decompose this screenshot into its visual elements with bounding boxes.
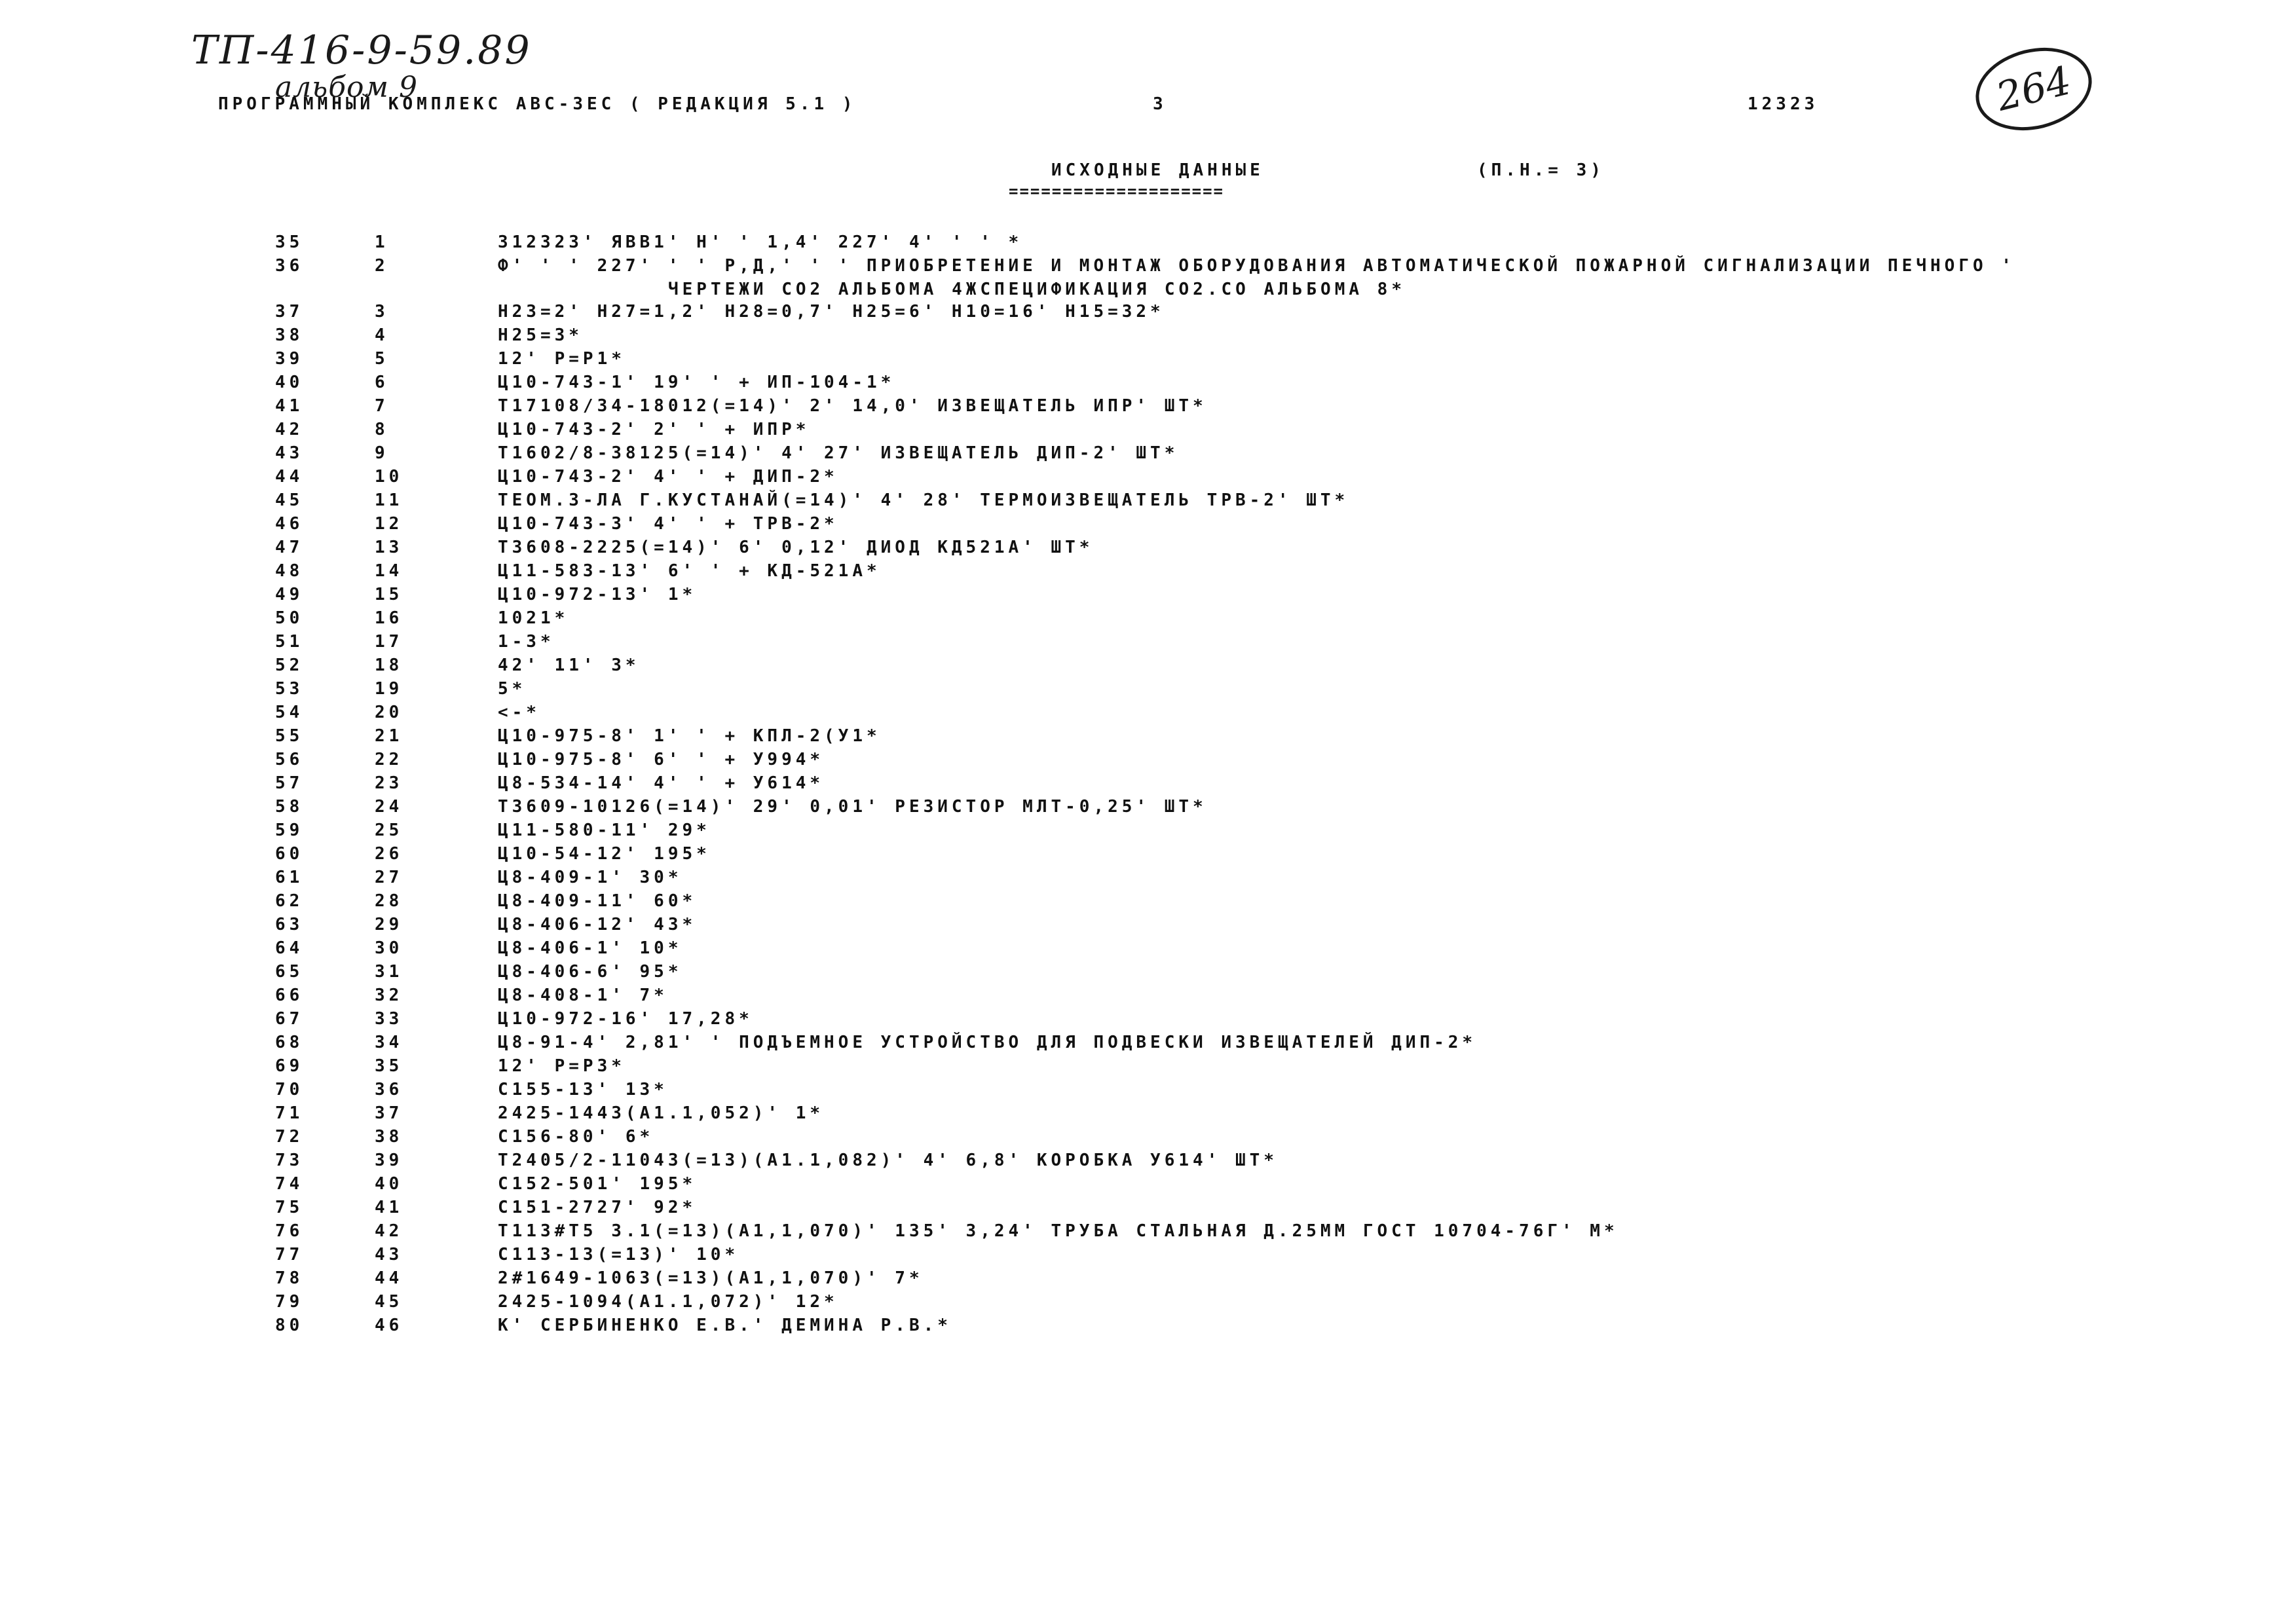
record-index: 11 — [375, 490, 403, 510]
listing-row — [0, 371, 2282, 395]
listing-row — [0, 1102, 2282, 1126]
line-number: 76 — [275, 1221, 304, 1241]
record-text: Т1602/8-38125(=14)' 4' 27' ИЗВЕЩАТЕЛЬ ДИП-2' ШТ* — [498, 443, 1179, 463]
record-text: Ц10-972-16' 17,28* — [498, 1009, 753, 1029]
line-number: 43 — [275, 443, 304, 463]
line-number: 57 — [275, 773, 304, 793]
record-text: Ц8-406-12' 43* — [498, 915, 697, 934]
record-text: Т3608-2225(=14)' 6' 0,12' ДИОД КД521А' ШТ* — [498, 538, 1094, 557]
record-index: 46 — [375, 1316, 403, 1335]
line-number: 60 — [275, 844, 304, 864]
job-code: 12323 — [1748, 94, 1819, 114]
record-index: 34 — [375, 1033, 403, 1052]
record-text: Ц10-743-2' 4' ' + ДИП-2* — [498, 467, 838, 487]
record-index: 38 — [375, 1127, 403, 1147]
line-number: 78 — [275, 1268, 304, 1288]
record-text: С113-13(=13)' 10* — [498, 1245, 739, 1264]
line-number: 56 — [275, 750, 304, 769]
record-index: 22 — [375, 750, 403, 769]
listing-row — [0, 466, 2282, 489]
record-index: 24 — [375, 797, 403, 817]
record-text: <-* — [498, 703, 540, 722]
listing-row — [0, 748, 2282, 772]
handwritten-album-label: альбом 9 — [275, 71, 419, 104]
record-index: 28 — [375, 891, 403, 911]
record-index: 3 — [375, 302, 389, 322]
record-text: 12' Р=Р1* — [498, 349, 626, 369]
line-number: 80 — [275, 1316, 304, 1335]
record-text: Т3609-10126(=14)' 29' 0,01' РЕЗИСТОР МЛТ-0,25' ШТ* — [498, 797, 1207, 817]
record-text: Ц10-743-2' 2' ' + ИПР* — [498, 420, 810, 439]
line-number: 49 — [275, 585, 304, 604]
record-index: 1 — [375, 232, 389, 252]
listing-row — [0, 301, 2282, 324]
record-text: 5* — [498, 679, 527, 699]
line-number: 72 — [275, 1127, 304, 1147]
record-text: Ц8-534-14' 4' ' + У614* — [498, 773, 825, 793]
line-number: 36 — [275, 256, 304, 276]
listing-row — [0, 843, 2282, 866]
listing-row — [0, 654, 2282, 678]
listing-row — [0, 560, 2282, 583]
record-index: 12 — [375, 514, 403, 534]
listing-row — [0, 418, 2282, 442]
line-number: 58 — [275, 797, 304, 817]
line-number: 71 — [275, 1103, 304, 1123]
listing-row — [0, 961, 2282, 984]
line-number: 46 — [275, 514, 304, 534]
line-number: 61 — [275, 868, 304, 887]
record-text: Ц10-743-3' 4' ' + ТРВ-2* — [498, 514, 838, 534]
line-number: 53 — [275, 679, 304, 699]
record-text: С156-80' 6* — [498, 1127, 654, 1147]
record-index: 36 — [375, 1080, 403, 1099]
record-text: 12' Р=Р3* — [498, 1056, 626, 1076]
record-index: 20 — [375, 703, 403, 722]
record-index: 4 — [375, 325, 389, 345]
handwritten-page-number: 264 — [1967, 36, 2101, 142]
line-number: 54 — [275, 703, 304, 722]
record-index: 18 — [375, 655, 403, 675]
record-text: Ц8-406-1' 10* — [498, 938, 683, 958]
listing-row — [0, 395, 2282, 418]
listing-row — [0, 1220, 2282, 1244]
record-index: 14 — [375, 561, 403, 581]
listing-row — [0, 348, 2282, 371]
listing-row — [0, 631, 2282, 654]
line-number: 79 — [275, 1292, 304, 1312]
line-number: 47 — [275, 538, 304, 557]
record-text: 2425-1443(А1.1,052)' 1* — [498, 1103, 825, 1123]
record-text: Ц10-975-8' 1' ' + КПЛ-2(У1* — [498, 726, 881, 746]
record-text: 312323' ЯВВ1' Н' ' 1,4' 227' 4' ' ' * — [498, 232, 1023, 252]
record-index: 6 — [375, 373, 389, 392]
listing-row — [0, 1244, 2282, 1267]
record-text: Ц11-583-13' 6' ' + КД-521А* — [498, 561, 881, 581]
record-index: 41 — [375, 1198, 403, 1217]
record-index: 39 — [375, 1151, 403, 1170]
record-index: 19 — [375, 679, 403, 699]
record-index: 17 — [375, 632, 403, 652]
handwritten-project-code: ТП-416-9-59.89 — [191, 28, 532, 73]
line-number: 63 — [275, 915, 304, 934]
record-text: С155-13' 13* — [498, 1080, 668, 1099]
section-title-underline: ==================== — [1009, 182, 1224, 200]
line-number: 55 — [275, 726, 304, 746]
record-index: 40 — [375, 1174, 403, 1194]
line-number: 48 — [275, 561, 304, 581]
line-number: 70 — [275, 1080, 304, 1099]
record-text: Ц10-743-1' 19' ' + ИП-104-1* — [498, 373, 895, 392]
record-text: 2#1649-1063(=13)(А1,1,070)' 7* — [498, 1268, 924, 1288]
record-index: 21 — [375, 726, 403, 746]
line-number: 52 — [275, 655, 304, 675]
record-index: 31 — [375, 962, 403, 982]
listing-row — [0, 583, 2282, 607]
listing-row — [0, 255, 2282, 278]
listing-row — [0, 607, 2282, 631]
line-number: 67 — [275, 1009, 304, 1029]
record-index: 10 — [375, 467, 403, 487]
line-number: 39 — [275, 349, 304, 369]
record-index: 23 — [375, 773, 403, 793]
listing-row — [0, 678, 2282, 701]
data-listing — [0, 231, 2282, 1338]
record-text: Ц10-975-8' 6' ' + У994* — [498, 750, 825, 769]
listing-row — [0, 984, 2282, 1008]
listing-row — [0, 937, 2282, 961]
line-number: 64 — [275, 938, 304, 958]
section-params: (П.Н.= 3) — [1477, 160, 1605, 180]
record-text: Н23=2' Н27=1,2' Н28=0,7' Н25=6' Н10=16' Н15=32* — [498, 302, 1165, 322]
listing-row — [0, 1267, 2282, 1291]
record-text: ТЕОМ.З-ЛА Г.КУСТАНАЙ(=14)' 4' 28' ТЕРМОИЗВЕЩАТЕЛЬ ТРВ-2' ШТ* — [498, 490, 1349, 510]
line-number: 38 — [275, 325, 304, 345]
section-title: ИСХОДНЫЕ ДАННЫЕ — [1051, 160, 1264, 180]
program-header: ПРОГРАММНЫЙ КОМПЛЕКС АВС-3ЕС ( РЕДАКЦИЯ 5.1 ) — [218, 94, 857, 114]
record-text: Т113#Т5 3.1(=13)(А1,1,070)' 135' 3,24' ТРУБА СТАЛЬНАЯ Д.25ММ ГОСТ 10704-76Г' М* — [498, 1221, 1618, 1241]
listing-row — [0, 819, 2282, 843]
record-text: Ф' ' ' 227' ' ' Р,Д,' ' ' ПРИОБРЕТЕНИЕ И МОНТАЖ ОБОРУДОВАНИЯ АВТОМАТИЧЕСКОЙ ПОЖАРНОЙ СИГНАЛИЗАЦИИ ПЕЧНОГО ' — [498, 256, 2015, 276]
record-index: 33 — [375, 1009, 403, 1029]
listing-row — [0, 866, 2282, 890]
record-index: 25 — [375, 821, 403, 840]
record-text: Т17108/34-18012(=14)' 2' 14,0' ИЗВЕЩАТЕЛЬ ИПР' ШТ* — [498, 396, 1207, 416]
line-number: 74 — [275, 1174, 304, 1194]
record-text: К' СЕРБИНЕНКО Е.В.' ДЕМИНА Р.В.* — [498, 1316, 952, 1335]
line-number: 62 — [275, 891, 304, 911]
record-text: Т2405/2-11043(=13)(А1.1,082)' 4' 6,8' КОРОБКА У614' ШТ* — [498, 1151, 1278, 1170]
listing-row — [0, 489, 2282, 513]
record-text: Ц8-406-6' 95* — [498, 962, 683, 982]
record-index: 15 — [375, 585, 403, 604]
listing-row — [0, 1314, 2282, 1338]
listing-row — [0, 772, 2282, 796]
line-number: 59 — [275, 821, 304, 840]
listing-row — [0, 536, 2282, 560]
record-index: 16 — [375, 608, 403, 628]
record-index: 43 — [375, 1245, 403, 1264]
record-index: 45 — [375, 1292, 403, 1312]
line-number: 37 — [275, 302, 304, 322]
line-number: 77 — [275, 1245, 304, 1264]
record-text: Ц8-409-1' 30* — [498, 868, 683, 887]
record-text: 1-3* — [498, 632, 555, 652]
listing-row — [0, 725, 2282, 748]
record-index: 26 — [375, 844, 403, 864]
record-text: Ц11-580-11' 29* — [498, 821, 711, 840]
line-number: 40 — [275, 373, 304, 392]
line-number: 45 — [275, 490, 304, 510]
record-text: 2425-1094(А1.1,072)' 12* — [498, 1292, 838, 1312]
record-index: 9 — [375, 443, 389, 463]
record-index: 27 — [375, 868, 403, 887]
line-number: 69 — [275, 1056, 304, 1076]
listing-row — [0, 1173, 2282, 1196]
listing-row — [0, 1079, 2282, 1102]
listing-row — [0, 1196, 2282, 1220]
listing-row — [0, 1149, 2282, 1173]
record-text: 42' 11' 3* — [498, 655, 640, 675]
line-number: 50 — [275, 608, 304, 628]
listing-row — [0, 1291, 2282, 1314]
record-index: 8 — [375, 420, 389, 439]
record-index: 32 — [375, 986, 403, 1005]
line-number: 73 — [275, 1151, 304, 1170]
record-text: Ц10-54-12' 195* — [498, 844, 711, 864]
record-text: 1021* — [498, 608, 569, 628]
sheet-number: 3 — [1153, 94, 1167, 114]
record-index: 7 — [375, 396, 389, 416]
listing-row — [0, 913, 2282, 937]
line-number: 68 — [275, 1033, 304, 1052]
record-index: 5 — [375, 349, 389, 369]
record-text: С151-2727' 92* — [498, 1198, 697, 1217]
record-index: 44 — [375, 1268, 403, 1288]
line-number: 44 — [275, 467, 304, 487]
listing-row — [0, 1008, 2282, 1031]
record-index: 29 — [375, 915, 403, 934]
record-index: 30 — [375, 938, 403, 958]
record-text: Ц10-972-13' 1* — [498, 585, 697, 604]
line-number: 66 — [275, 986, 304, 1005]
listing-row — [0, 442, 2282, 466]
record-index: 2 — [375, 256, 389, 276]
record-index: 13 — [375, 538, 403, 557]
listing-continuation-row — [0, 278, 2282, 301]
record-index: 37 — [375, 1103, 403, 1123]
record-text: Н25=3* — [498, 325, 583, 345]
listing-row — [0, 701, 2282, 725]
record-text: С152-501' 195* — [498, 1174, 697, 1194]
line-number: 51 — [275, 632, 304, 652]
record-text: Ц8-91-4' 2,81' ' ПОДЪЕМНОЕ УСТРОЙСТВО ДЛЯ ПОДВЕСКИ ИЗВЕЩАТЕЛЕЙ ДИП-2* — [498, 1033, 1477, 1052]
record-index: 42 — [375, 1221, 403, 1241]
record-text: Ц8-408-1' 7* — [498, 986, 668, 1005]
listing-row — [0, 1031, 2282, 1055]
line-number: 75 — [275, 1198, 304, 1217]
record-index: 35 — [375, 1056, 403, 1076]
listing-row — [0, 890, 2282, 913]
listing-row — [0, 1055, 2282, 1079]
listing-row — [0, 513, 2282, 536]
line-number: 41 — [275, 396, 304, 416]
listing-row — [0, 1126, 2282, 1149]
listing-row — [0, 231, 2282, 255]
listing-row — [0, 796, 2282, 819]
listing-row — [0, 324, 2282, 348]
line-number: 42 — [275, 420, 304, 439]
record-text: ЧЕРТЕЖИ СО2 АЛЬБОМА 4ЖСПЕЦИФИКАЦИЯ СО2.СО АЛЬБОМА 8* — [668, 280, 1406, 299]
line-number: 35 — [275, 232, 304, 252]
line-number: 65 — [275, 962, 304, 982]
record-text: Ц8-409-11' 60* — [498, 891, 697, 911]
